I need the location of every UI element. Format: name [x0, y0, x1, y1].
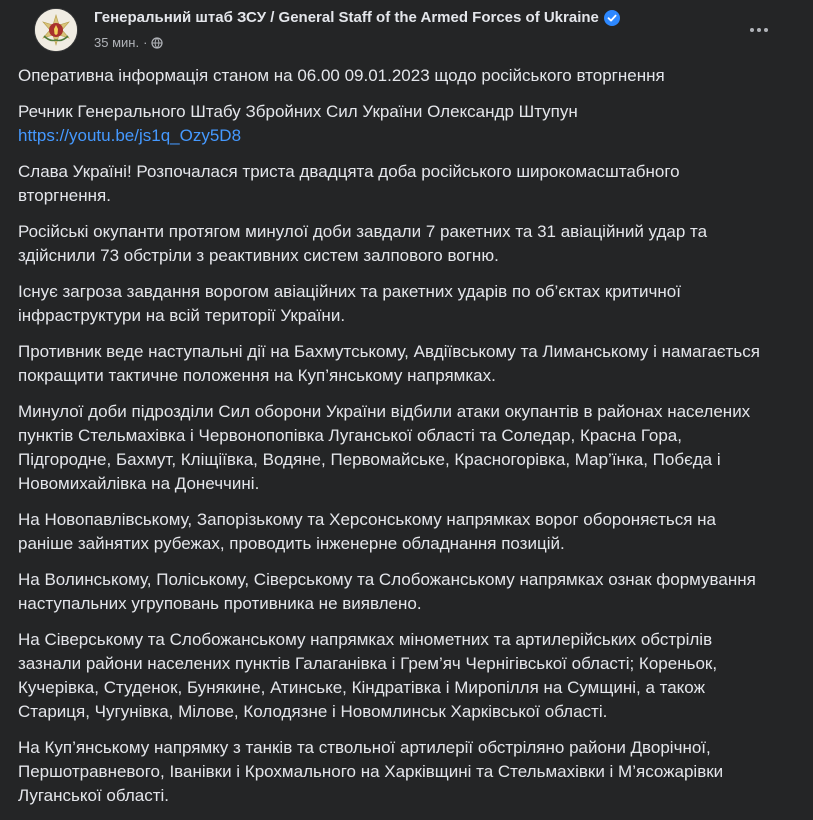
paragraph-line: вторгнення.	[18, 186, 111, 205]
post-paragraph	[18, 340, 798, 388]
paragraph-line: Кучерівка, Студенок, Бунякине, Атинське, Кіндратівка і Миропілля на Сумщині, а також	[18, 678, 705, 697]
more-dot	[750, 28, 754, 32]
paragraph-line: На Сіверському та Слобожанському напрямках мінометних та артилерійських обстрілів	[18, 630, 713, 649]
more-dot	[764, 28, 768, 32]
paragraph-line: Першотравневого, Іванівки і Крохмального на Харківщині та Стельмахівки і М’ясожарівки	[18, 762, 724, 781]
more-dot	[757, 28, 761, 32]
post-paragraph	[18, 568, 798, 616]
paragraph-line: Російські окупанти протягом минулої доби завдали 7 ракетних та 31 авіаційний удар та	[18, 222, 708, 241]
globe-icon[interactable]	[151, 37, 163, 49]
paragraph-line: раніше зайнятих рубежах, проводить інженерне обладнання позицій.	[18, 534, 565, 553]
post-paragraph	[18, 100, 798, 148]
paragraph-line: Оперативна інформація станом на 06.00 09.01.2023 щодо російського вторгнення	[18, 66, 665, 85]
post-paragraph	[18, 64, 798, 88]
paragraph-line: Новомихайлівка на Донеччині.	[18, 474, 260, 493]
paragraph-line: На Куп’янському напрямку з танків та ствольної артилерії обстріляно райони Дворічної,	[18, 738, 711, 757]
page-avatar[interactable]	[34, 8, 78, 52]
paragraph-line: Луганської області.	[18, 786, 169, 805]
page-name[interactable]	[94, 9, 620, 26]
paragraph-line: покращити тактичне положення на Куп’янському напрямках.	[18, 366, 496, 385]
post-paragraph	[18, 160, 798, 208]
post-timestamp[interactable]: 35 мин.	[94, 35, 140, 50]
post-header	[18, 0, 795, 62]
page-name-text[interactable]: Генеральний штаб ЗСУ / General Staff of the Armed Forces of Ukraine	[94, 9, 599, 26]
post-meta	[94, 35, 163, 50]
post-paragraph	[18, 280, 798, 328]
general-staff-emblem-icon	[35, 9, 77, 51]
post-paragraph	[18, 400, 798, 496]
paragraph-line: наступальних угруповань противника не виявлено.	[18, 594, 422, 613]
paragraph-line: інфраструктури на всій території України.	[18, 306, 346, 325]
paragraph-line: зазнали райони населених пунктів Галаганівка і Грем’яч Чернігівської області; Кореньок,	[18, 654, 718, 673]
paragraph-line: Противник веде наступальні дії на Бахмутському, Авдіївському та Лиманському і намагається	[18, 342, 760, 361]
paragraph-line: Минулої доби підрозділи Сил оборони України відбили атаки окупантів в районах населених	[18, 402, 751, 421]
post-paragraph	[18, 508, 798, 556]
youtube-link[interactable]: https://youtu.be/js1q_Ozy5D8	[18, 126, 242, 145]
paragraph-line: Стариця, Чугунівка, Мілове, Колодязне і Новомлинськ Харківської області.	[18, 702, 608, 721]
paragraph-line: Речник Генерального Штабу Збройних Сил України Олександр Штупун	[18, 102, 578, 121]
paragraph-line: Слава Україні! Розпочалася триста двадцята доба російського широкомасштабного	[18, 162, 680, 181]
meta-separator: ·	[143, 35, 148, 50]
post-paragraph	[18, 220, 798, 268]
post-paragraph	[18, 736, 798, 808]
paragraph-line: пунктів Стельмахівка і Червонопопівка Луганської області та Соледар, Красна Гора,	[18, 426, 682, 445]
paragraph-line: На Волинському, Поліському, Сіверському та Слобожанському напрямках ознак формування	[18, 570, 756, 589]
paragraph-line: На Новопавлівському, Запорізькому та Херсонському напрямках ворог обороняється на	[18, 510, 716, 529]
more-options-button[interactable]	[741, 12, 777, 48]
paragraph-line: Існує загроза завдання ворогом авіаційних та ракетних ударів по об’єктах критичної	[18, 282, 681, 301]
post-body	[18, 64, 798, 820]
verified-badge-icon	[604, 10, 620, 26]
paragraph-line: Підгородне, Бахмут, Кліщіївка, Водяне, Первомайське, Красногорівка, Мар’їнка, Побєда і	[18, 450, 721, 469]
paragraph-line: здійснили 73 обстріли з реактивних систем залпового вогню.	[18, 246, 499, 265]
post-paragraph	[18, 628, 798, 724]
